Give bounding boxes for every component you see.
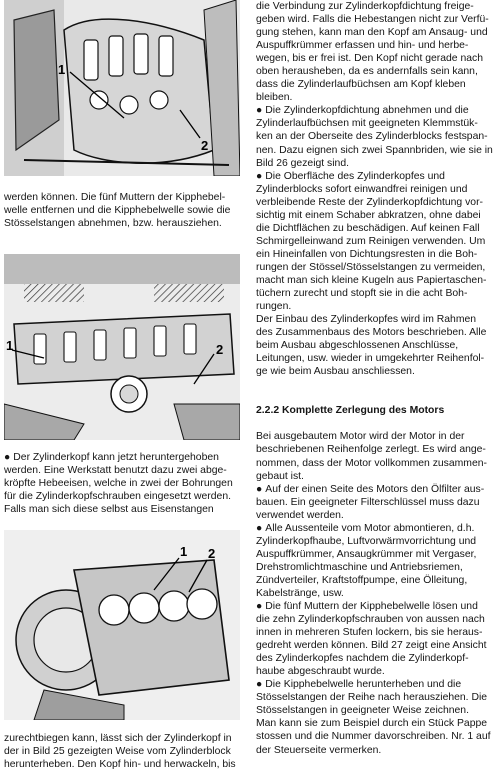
text-line: bauen. Ein geeigneter Filterschlüssel muss dazu bbox=[256, 496, 480, 508]
text-line: Stösselstangen in geeigneter Weise zeichnen. bbox=[256, 705, 469, 717]
bullet-icon: ● bbox=[256, 679, 263, 691]
text-line: gedreht werden können. Bild 27 zeigt eine Ansicht bbox=[256, 640, 487, 652]
text-line: zurechtbiegen kann, lässt sich der Zylinderkopf in bbox=[4, 733, 232, 744]
text-line: die Dichtflächen zu beschädigen. Auf keinen Fall bbox=[256, 222, 480, 234]
figure3-callout-1: 1 bbox=[180, 544, 188, 559]
text-line: der in Bild 25 gezeigten Weise vom Zylinderblock bbox=[4, 746, 231, 758]
text-line: ● Die fünf Muttern der Kipphebelwelle lösen und bbox=[256, 601, 478, 613]
text-line: werden können. Die fünf Muttern der Kipphebel- bbox=[4, 192, 226, 203]
text-line: rungen der Stössel/Stösselstangen zu vermeiden, bbox=[256, 261, 486, 273]
text-line: Schmirgelleinwand zum Reinigen verwenden. Um bbox=[256, 235, 486, 247]
text-line: nommen, dass der Motor vollkommen zusammen- bbox=[256, 457, 487, 469]
figure1-callout-2: 2 bbox=[201, 138, 209, 153]
text-line: Auspuffkrümmer erfassen und hin- und herbe- bbox=[256, 40, 469, 52]
figure2-callout-1: 1 bbox=[6, 338, 14, 353]
bullet-icon: ● bbox=[256, 170, 263, 182]
text-line: gung stehen, kann man den Kopf am Ansaug- und bbox=[256, 27, 488, 39]
paragraph bbox=[256, 483, 496, 522]
text-line: Zylinderlaufbüchsen mit geeigneten Klemmstük- bbox=[256, 118, 478, 130]
text-line: beim Ausbau abgeschlossenen Anschlüsse, bbox=[256, 340, 459, 352]
text-line: ein Hineinfallen von Dichtungsresten in die Boh- bbox=[256, 248, 478, 260]
text-line: herunterheben. Den Kopf hin- und herwackeln, bis bbox=[4, 759, 236, 771]
text-line: geben wird. Falls die Hebestangen nicht zur Verfü- bbox=[256, 14, 489, 26]
text-line: der Steuerseite vermerken. bbox=[256, 744, 382, 756]
text-line: werden. Eine Werkstatt benutzt dazu zwei abge- bbox=[4, 465, 227, 477]
right-text-column bbox=[256, 0, 496, 757]
text-line: Stösselstangen abnehmen, bzw. herausziehen. bbox=[4, 218, 222, 230]
text-line: für die Zylinderkopfschrauben eingesetzt werden. bbox=[4, 491, 231, 503]
paragraph bbox=[256, 600, 496, 678]
paragraph bbox=[256, 430, 496, 482]
text-line: Man kann sie zum Beispiel durch ein Stück Pappe bbox=[256, 718, 488, 730]
text-line: beschriebenen Reihenfolge zerlegt. Es wird ange- bbox=[256, 444, 486, 456]
bullet-icon: ● bbox=[256, 105, 263, 117]
figure1-callout-1: 1 bbox=[58, 62, 66, 77]
section-heading: 2.2.2 Komplette Zerlegung des Motors bbox=[256, 405, 445, 417]
text-line: Drehstromlichtmaschine und Antriebsriemen, bbox=[256, 561, 463, 573]
text-line: tüchern zurecht und stopft sie in die acht Boh- bbox=[256, 288, 468, 300]
text-line: wegen, bis er frei ist. Den Kopf nicht gerade nach bbox=[256, 53, 483, 65]
text-line: Der Einbau des Zylinderkopfes wird im Rahmen bbox=[256, 314, 477, 326]
paragraph bbox=[256, 170, 496, 314]
text-line: ● Die Kipphebelwelle herunterheben und die bbox=[256, 679, 462, 691]
bullet-icon: ● bbox=[256, 601, 263, 613]
figure-cylinder-block bbox=[4, 530, 240, 720]
text-line: Zylinderblocks sofort einwandfrei reinigen und bbox=[256, 183, 468, 195]
text-line: des Zusammenbaus des Motors beschrieben. Alle bbox=[256, 327, 487, 339]
figure-engine-top-view bbox=[4, 0, 240, 176]
text-line: die zehn Zylinderkopfschrauben von aussen nach bbox=[256, 614, 485, 626]
text-line: rungen. bbox=[256, 301, 292, 313]
paragraph bbox=[256, 104, 496, 169]
left-text-block-1 bbox=[4, 191, 240, 230]
text-line: welle entfernen und die Kipphebelwelle sowie die bbox=[4, 205, 231, 217]
paragraph bbox=[256, 313, 496, 378]
text-line: haube abgeschraubt wurde. bbox=[256, 666, 385, 678]
text-line: Zündverteiler, Kraftstoffpumpe, eine Ölleitung, bbox=[256, 574, 468, 586]
bullet-icon: ● bbox=[256, 483, 263, 495]
text-line: ● Die Zylinderkopfdichtung abnehmen und die bbox=[256, 105, 469, 117]
text-line: die Verbindung zur Zylinderkopfdichtung freige- bbox=[256, 1, 474, 12]
text-line: Auspuffkrümmer, Ansaugkrümmer mit Vergaser, bbox=[256, 548, 477, 560]
text-line: oben herausheben, da es andernfalls sein kann, bbox=[256, 66, 478, 78]
text-line: dass die Zylinderlaufbüchsen am Kopf kleben bbox=[256, 79, 466, 91]
text-line: macht man sich kleine Kugeln aus Papiertaschen- bbox=[256, 274, 487, 286]
figure-cylinder-head-removal bbox=[4, 254, 240, 440]
figure3-callout-2: 2 bbox=[208, 546, 216, 561]
text-line: nen. Dazu eignen sich zwei Spannbriden, wie sie in bbox=[256, 144, 493, 156]
text-line: gebaut ist. bbox=[256, 470, 304, 482]
figure2-callout-2: 2 bbox=[216, 342, 224, 357]
text-line: sichtig mit einem Schaber abkratzen, ohne dabei bbox=[256, 209, 481, 221]
text-line: ● Der Zylinderkopf kann jetzt heruntergehoben bbox=[4, 452, 219, 463]
text-line: verbleibende Reste der Zylinderkopfdichtung vor- bbox=[256, 196, 483, 208]
text-line: Bild 26 gezeigt sind. bbox=[256, 157, 349, 169]
text-line: verwendet werden. bbox=[256, 509, 344, 521]
paragraph bbox=[256, 0, 496, 104]
text-line: Leitungen, usw. wieder in umgekehrter Reihenfol- bbox=[256, 353, 485, 365]
text-line: kröpfte Hebeeisen, welche in zwei der Bohrungen bbox=[4, 478, 233, 490]
paragraph bbox=[256, 678, 496, 756]
text-line: Kabelstränge, usw. bbox=[256, 587, 344, 599]
text-line: Stösselstangen der Reihe nach herausziehen. Die bbox=[256, 692, 488, 704]
text-line: ● Alle Aussenteile vom Motor abmontieren, d.h. bbox=[256, 522, 475, 534]
text-line: Bei ausgebautem Motor wird der Motor in der bbox=[256, 431, 465, 443]
text-line: ● Die Oberfläche des Zylinderkopfes und bbox=[256, 170, 445, 182]
text-line: ge wie beim Ausbau anschliessen. bbox=[256, 366, 415, 378]
text-line: stossen und die Nummer davorschreiben. Nr. 1 auf bbox=[256, 731, 491, 743]
bullet-icon: ● bbox=[256, 522, 263, 534]
text-line: innen in mehreren Stufen lockern, bis sie heraus- bbox=[256, 627, 483, 639]
text-line: ken an der Oberseite des Zylinderblocks festspan- bbox=[256, 131, 488, 143]
text-line: Zylinderkopfhaube, Luftvorwärmvorrichtung und bbox=[256, 535, 477, 547]
bullet-icon: ● bbox=[4, 452, 11, 463]
text-line: ● Auf der einen Seite des Motors den Ölfilter aus- bbox=[256, 483, 485, 495]
text-line: bleiben. bbox=[256, 92, 293, 104]
text-line: Falls man sich diese selbst aus Eisenstangen bbox=[4, 504, 214, 516]
left-text-block-3 bbox=[4, 732, 240, 771]
left-text-block-2 bbox=[4, 451, 240, 516]
text-line: des Zylinderkopfes nachdem die Zylinderkopf- bbox=[256, 653, 469, 665]
paragraph bbox=[256, 522, 496, 600]
